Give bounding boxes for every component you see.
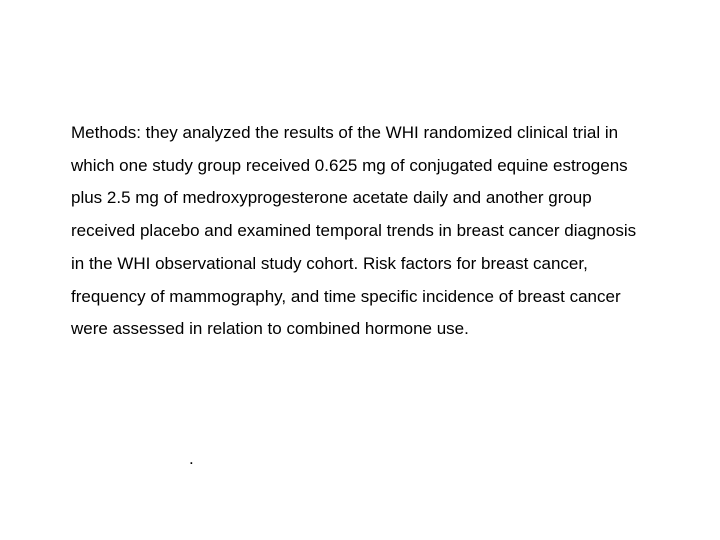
methods-paragraph <box>71 117 701 346</box>
paragraph-line: were assessed in relation to combined hormone use. <box>71 319 469 339</box>
stray-period: . <box>189 449 194 468</box>
paragraph-line: in the WHI observational study cohort. Risk factors for breast cancer, <box>71 253 588 273</box>
paragraph-line: received placebo and examined temporal trends in breast cancer diagnosis <box>71 221 637 241</box>
paragraph-line: which one study group received 0.625 mg of conjugated equine estrogens <box>71 155 628 175</box>
paragraph-line: plus 2.5 mg of medroxyprogesterone acetate daily and another group <box>71 188 592 208</box>
paragraph-line: Methods: they analyzed the results of the WHI randomized clinical trial in <box>71 123 619 142</box>
paragraph-line: frequency of mammography, and time specific incidence of breast cancer <box>71 286 621 306</box>
